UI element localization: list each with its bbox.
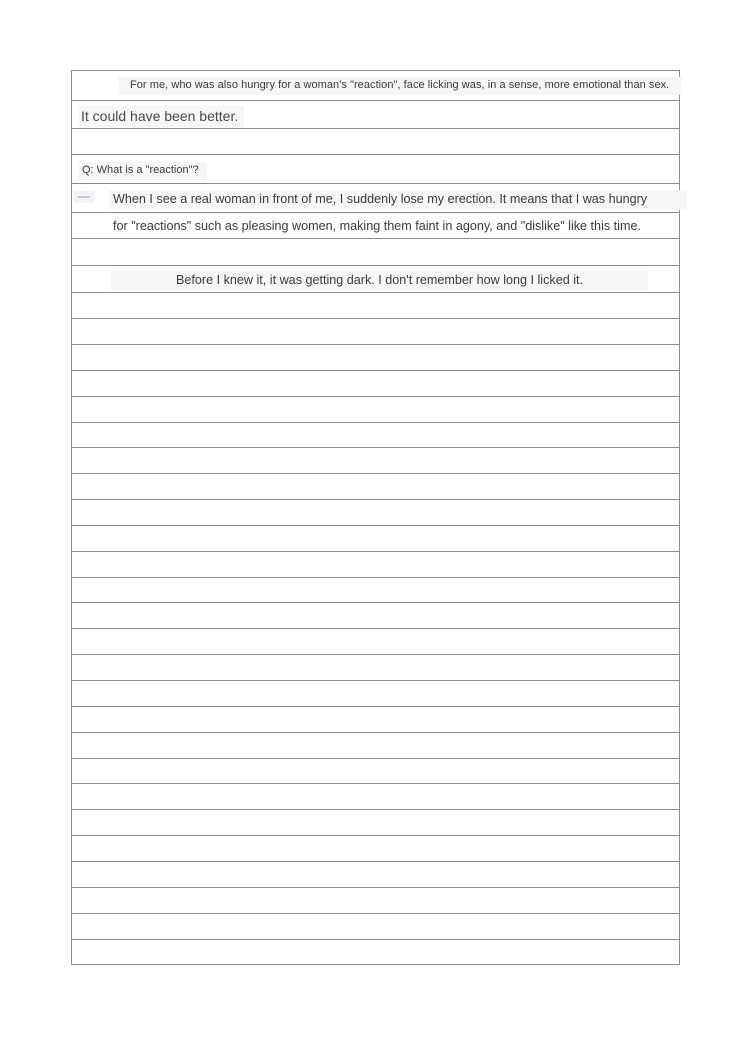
ruled-line — [72, 212, 679, 213]
ruled-line — [72, 473, 679, 474]
question-line: Q: What is a "reaction"? — [78, 162, 207, 180]
ruled-line — [72, 939, 679, 940]
ruled-line — [72, 525, 679, 526]
text-line-1: For me, who was also hungry for a woman's "reaction", face licking was, in a sense, more emotional than sex. — [118, 77, 682, 95]
closing-line: Before I knew it, it was getting dark. I don't remember how long I licked it. — [111, 271, 648, 291]
ruled-line — [72, 128, 679, 129]
ruled-line — [72, 913, 679, 914]
ruled-line — [72, 732, 679, 733]
ruled-line — [72, 265, 679, 266]
ruled-line — [72, 447, 679, 448]
ruled-line — [72, 238, 679, 239]
ruled-line — [72, 758, 679, 759]
ruled-line — [72, 628, 679, 629]
answer-badge: answer — [74, 191, 94, 203]
ruled-line — [72, 292, 679, 293]
ruled-line — [72, 783, 679, 784]
text-line-2: It could have been better. — [78, 106, 244, 127]
ruled-line — [72, 654, 679, 655]
answer-line-2: for "reactions" such as pleasing women, making them faint in agony, and "dislike" like this time. — [113, 219, 641, 233]
ruled-line — [72, 154, 679, 155]
ruled-line — [72, 706, 679, 707]
ruled-line — [72, 809, 679, 810]
ruled-line — [72, 835, 679, 836]
ruled-line — [72, 887, 679, 888]
ruled-line — [72, 370, 679, 371]
ruled-line — [72, 602, 679, 603]
ruled-line — [72, 100, 679, 101]
ruled-line — [72, 551, 679, 552]
answer-line-1: When I see a real woman in front of me, I suddenly lose my erection. It means that I was hungry — [109, 190, 687, 210]
ruled-line — [72, 861, 679, 862]
ruled-line — [72, 499, 679, 500]
ruled-line — [72, 422, 679, 423]
ruled-line — [72, 318, 679, 319]
ruled-sheet — [71, 70, 680, 965]
ruled-line — [72, 344, 679, 345]
ruled-line — [72, 577, 679, 578]
ruled-line — [72, 183, 679, 184]
ruled-line — [72, 396, 679, 397]
ruled-line — [72, 680, 679, 681]
